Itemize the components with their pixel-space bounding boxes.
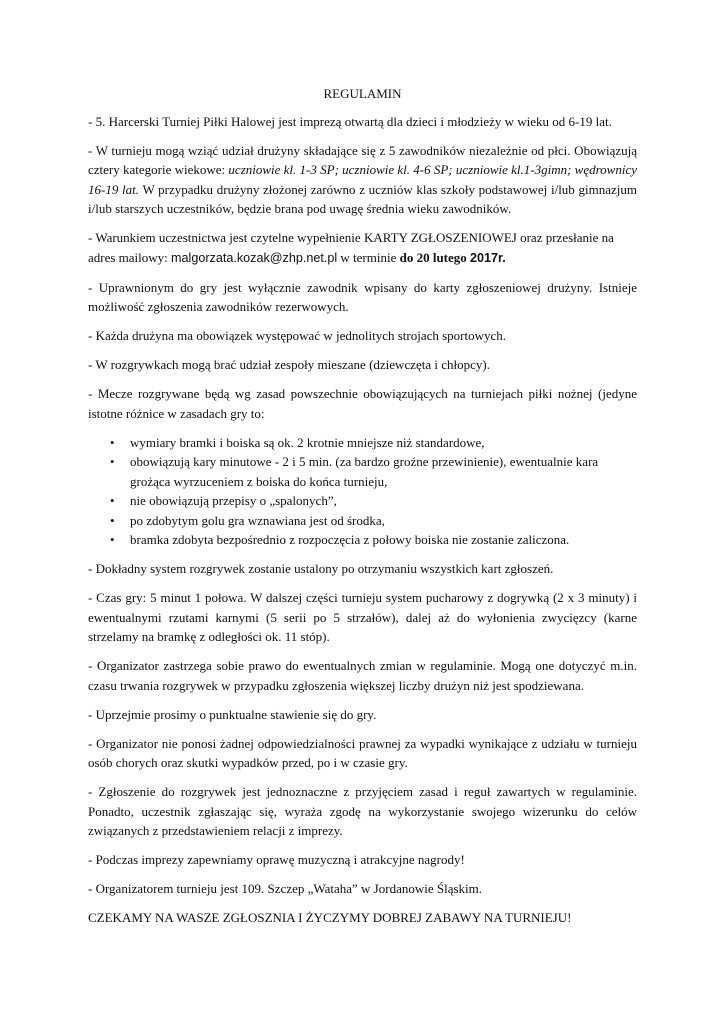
deadline-prefix: w terminie (337, 249, 400, 265)
paragraph-changes: - Organizator zastrzega sobie prawo do ewentualnych zmian w regulaminie. Mogą one dotyczyć m.in. czasu trwania rozgrywek w przypadku zgłoszenia większej liczby drużyn niż jest spodziewana. (88, 658, 637, 693)
list-item: • nie obowiązują przepisy o „spalonych”, (130, 491, 637, 511)
mixed-age-text: W przypadku drużyny złożonej zarówno z uczniów klas szkoły podstawowej i/lub gimnazjum i/lub starszych uczestników, będzie brana pod uwagę średnia wieku zawodników. (88, 181, 637, 216)
paragraph-liability: - Organizator nie ponosi żadnej odpowiedzialności prawnej za wypadki wynikające z udziału w turnieju osób chorych oraz skutki wypadków przed, po i w czasie gry. (88, 735, 637, 770)
deadline-date: do 20 lutego (399, 249, 471, 265)
bullet-icon: • (110, 493, 115, 508)
paragraph-system: - Dokładny system rozgrywek zostanie ustalony po otrzymaniu wszystkich kart zgłoszeń. (88, 561, 554, 576)
paragraph-consent: - Zgłoszenie do rozgrywek jest jednoznaczne z przyjęciem zasad i reguł zawartych w regulaminie. Ponadto, uczestnik zgłaszając się, wyraża zgodę na wykorzystanie swojego wizerunku do celów związanych z przedstawieniem relacji z imprezy. (88, 784, 637, 838)
document-title: REGULAMIN (323, 86, 402, 101)
paragraph-tournament-intro: - 5. Harcerski Turniej Piłki Halowej jest imprezą otwartą dla dzieci i młodzieży w wieku od 6-19 lat. (88, 113, 612, 129)
paragraph-registration (88, 228, 637, 268)
deadline-year: 2017r. (470, 250, 506, 265)
paragraph-organizer: - Organizatorem turnieju jest 109. Szczep „Wataha” w Jordanowie Śląskim. (88, 881, 483, 896)
list-item: • wymiary bramki i boiska są ok. 2 krotnie mniejsze niż standardowe, (130, 433, 637, 453)
paragraph-rules-intro: - Mecze rozgrywane będą wg zasad powszechnie obowiązujących na turniejach piłki nożnej (jedyne istotne różnice w zasadach gry to: (88, 386, 637, 421)
rules-list (88, 433, 637, 550)
bullet-icon: • (110, 512, 115, 528)
paragraph-uniforms: - Każda drużyna ma obowiązek występować w jednolitych strojach sportowych. (88, 328, 507, 343)
email-link[interactable]: malgorzata.kozak@zhp.net.pl (171, 250, 338, 265)
paragraph-mixed-teams: - W rozgrywkach mogą brać udział zespoły mieszane (dziewczęta i chłopcy). (88, 357, 490, 372)
paragraph-eligibility: - Uprawnionym do gry jest wyłącznie zawodnik wpisany do karty zgłoszeniowej drużyny. Istnieje możliwość zgłoszenia zawodników rezerwowych. (88, 279, 637, 314)
paragraph-teams-categories (88, 141, 637, 219)
age-categories: uczniowie kl. 1-3 SP; uczniowie kl. 4-6 SP; uczniowie kl.1-3gimn; wędrownicy 16-19 lat. (88, 162, 638, 197)
paragraph-prizes: - Podczas imprezy zapewniamy oprawę muzyczną i atrakcyjne nagrody! (88, 852, 465, 867)
teams-text: - W turnieju mogą wziąć udział drużyny składające się z 5 zawodników niezależnie od płci. Obowiązują cztery kategorie wiekowe: (88, 142, 637, 177)
list-item: • po zdobytym golu gra wznawiana jest od środka, (130, 511, 637, 531)
list-item: • bramka zdobyta bezpośrednio z rozpoczęcia z połowy boiska nie zostanie zaliczona. (130, 530, 637, 550)
list-item: • obowiązują kary minutowe - 2 i 5 min. (za bardzo groźne przewinienie), ewentualnie kara grożąca wyrzuceniem z boiska do końca turnieju, (110, 454, 599, 489)
paragraph-punctuality: - Uprzejmie prosimy o punktualne stawienie się do gry. (88, 706, 377, 722)
bullet-icon: • (110, 532, 115, 547)
bullet-icon: • (110, 454, 115, 469)
paragraph-game-time: - Czas gry: 5 minut 1 połowa. W dalszej części turnieju system pucharowy z dogrywką (2 x 3 minuty) i ewentualnymi rzutami karnymi (5 serii po 5 strzałów), dalej aż do wyłonienia zwycięzcy (karne strzelamy na bramkę z odległości ok. 11 stóp). (88, 590, 637, 644)
registration-text: - Warunkiem uczestnictwa jest czytelne wypełnienie KARTY ZGŁOSZENIOWEJ oraz przesłanie na adres mailowy: (88, 230, 614, 265)
closing-line: CZEKAMY NA WASZE ZGŁOSZNIA I ŻYCZYMY DOBREJ ZABAWY NA TURNIEJU! (88, 910, 572, 925)
bullet-icon: • (110, 434, 115, 450)
